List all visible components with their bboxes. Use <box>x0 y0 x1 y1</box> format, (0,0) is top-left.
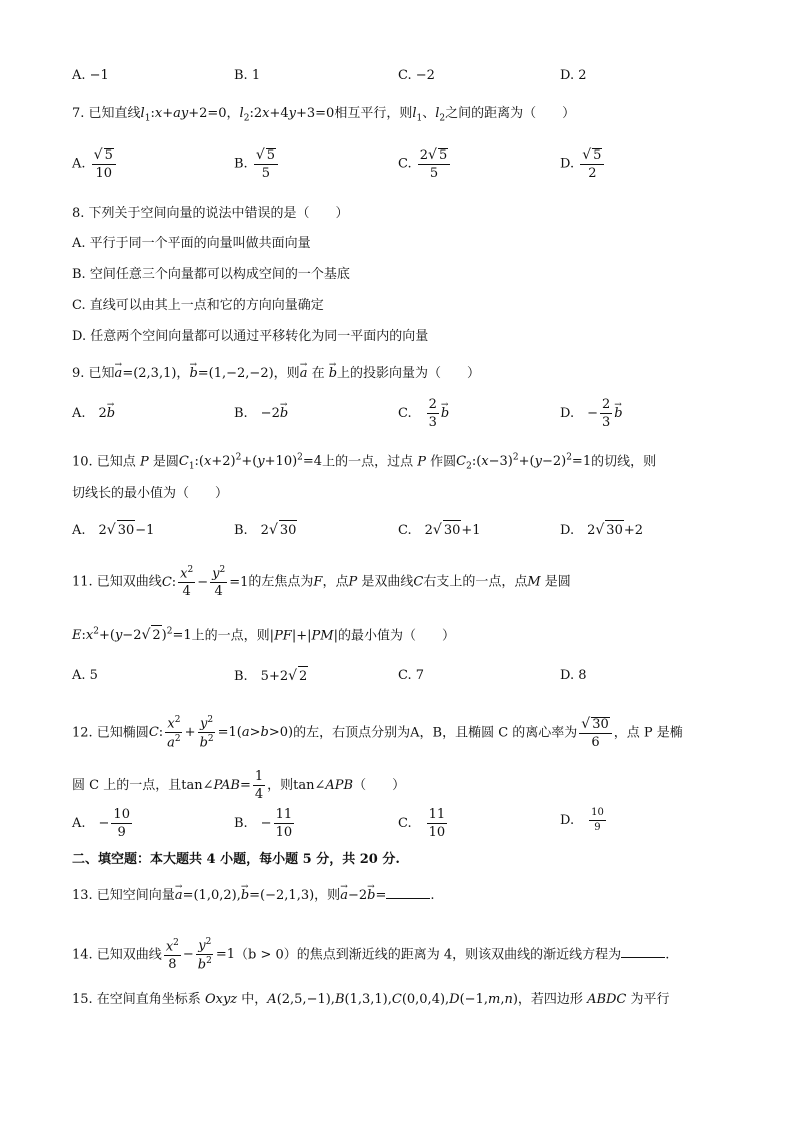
q9-option-d: D. − $\frac{2}{3}$ → b <box>560 398 623 429</box>
q10-option-a: A. 2√ 30−1 <box>72 520 154 541</box>
q13-stem: 13. 已知空间向量→ a=(1,0,2),→ b=(−2,1,3)，则→ a−2→ b= . <box>72 886 435 906</box>
q11-option-b: B. 5+2√ 2 <box>234 666 308 687</box>
q10-option-b: B. 2√ 30 <box>234 520 297 541</box>
q8-option-d: D. 任意两个空间向量都可以通过平移转化为同一平面内的向量 <box>72 329 429 344</box>
q11-option-c: C. 7 <box>398 668 425 683</box>
q12-option-b: B. − $\frac{11}{10}$ <box>234 807 293 840</box>
q13-answer-blank[interactable] <box>386 886 430 899</box>
q11-option-a: A. 5 <box>72 668 98 683</box>
q7-option-b: B. $\frac{√ 5}{5}$ <box>234 148 280 180</box>
q8-stem: 8. 下列关于空间向量的说法中错误的是（ ） <box>72 206 349 221</box>
q9-option-b: B. −2→ b <box>234 404 288 424</box>
q11-stem-line2: $E:x^2+(y-2√$ 2)$^2$=1上的一点，则|PF|+|PM|的最小值为（ ） <box>72 622 455 646</box>
q10-stem-line2: 切线长的最小值为（ ） <box>72 486 229 501</box>
q6-option-c: C. −2 <box>398 68 435 83</box>
q12-option-c: C. $\frac{11}{10}$ <box>398 807 446 840</box>
q6-option-a: A. −1 <box>72 68 109 83</box>
q7-stem: 7. 已知直线$l_1:x+ay+2=0$，$l_2:2x+4y+3=0$相互平行，则$l_1$、$l_2$之间的距离为（ ） <box>72 106 576 124</box>
q9-option-c: C. $\frac{2}{3}$ → b <box>398 398 449 429</box>
q11-stem: 11. 已知双曲线C: $\frac{x^2}{4}$ − $\frac{y^2}{4}$ =1的左焦点为F，点P 是双曲线C右支上的一点，点M 是圆 <box>72 565 571 600</box>
q15-stem: 15. 在空间直角坐标系 Oxyz 中，A(2,5,−1),B(1,3,1),C(0,0,4),D(−1,m,n)，若四边形 ABDC 为平行 <box>72 992 670 1007</box>
section-heading: 二、填空题：本大题共 4 小题，每小题 5 分，共 20 分. <box>72 852 400 867</box>
q9-option-a: A. 2→ b <box>72 404 115 424</box>
q10-option-c: C. 2√ 30+1 <box>398 520 481 541</box>
q14-answer-blank[interactable] <box>621 945 665 958</box>
q8-option-c: C. 直线可以由其上一点和它的方向向量确定 <box>72 298 324 313</box>
q10-stem: 10. 已知点 P 是圆$C_1:(x+2)^2+(y+10)^2=4$上的一点，过点 P 作圆$C_2:(x-3)^2+(y-2)^2=1$的切线，则 <box>72 453 657 472</box>
q9-stem: 9. 已知→ a=(2,3,1)，→ b=(1,−2,−2)，则→ a 在 → b上的投影向量为（ ） <box>72 364 480 384</box>
q8-option-a: A. 平行于同一个平面的向量叫做共面向量 <box>72 236 311 251</box>
q12-stem: 12. 已知椭圆C: $\frac{x^2}{a^2}$ + $\frac{y^2}{b^2}$ =1(a>b>0)的左，右顶点分别为A，B，且椭圆 C 的离心率为 $\frac{√ 30}{6}$ ，点 P 是椭 <box>72 715 683 751</box>
q14-stem: 14. 已知双曲线 $\frac{x^2}{8}$ − $\frac{y^2}{b^2}$ =1（b > 0）的焦点到渐近线的距离为 4，则该双曲线的渐近线方程为 . <box>72 937 670 973</box>
q6-option-d: D. 2 <box>560 68 587 83</box>
q11-option-d: D. 8 <box>560 668 587 683</box>
q12-stem-line2: 圆 C 上的一点，且tan∠PAB= $\frac{1}{4}$ ，则tan∠APB（ ） <box>72 769 406 802</box>
q10-option-d: D. 2√ 30+2 <box>560 520 643 541</box>
q7-option-d: D. $\frac{√ 5}{2}$ <box>560 148 606 180</box>
q7-option-a: A. $\frac{√ 5}{10}$ <box>72 148 118 180</box>
q6-option-b: B. 1 <box>234 68 261 83</box>
q12-option-d: D. $\frac{10}{9}$ <box>560 807 604 833</box>
q12-option-a: A. − $\frac{10}{9}$ <box>72 807 130 840</box>
q7-option-c: C. $\frac{2√ 5}{5}$ <box>398 148 452 180</box>
q8-option-b: B. 空间任意三个向量都可以构成空间的一个基底 <box>72 267 350 282</box>
